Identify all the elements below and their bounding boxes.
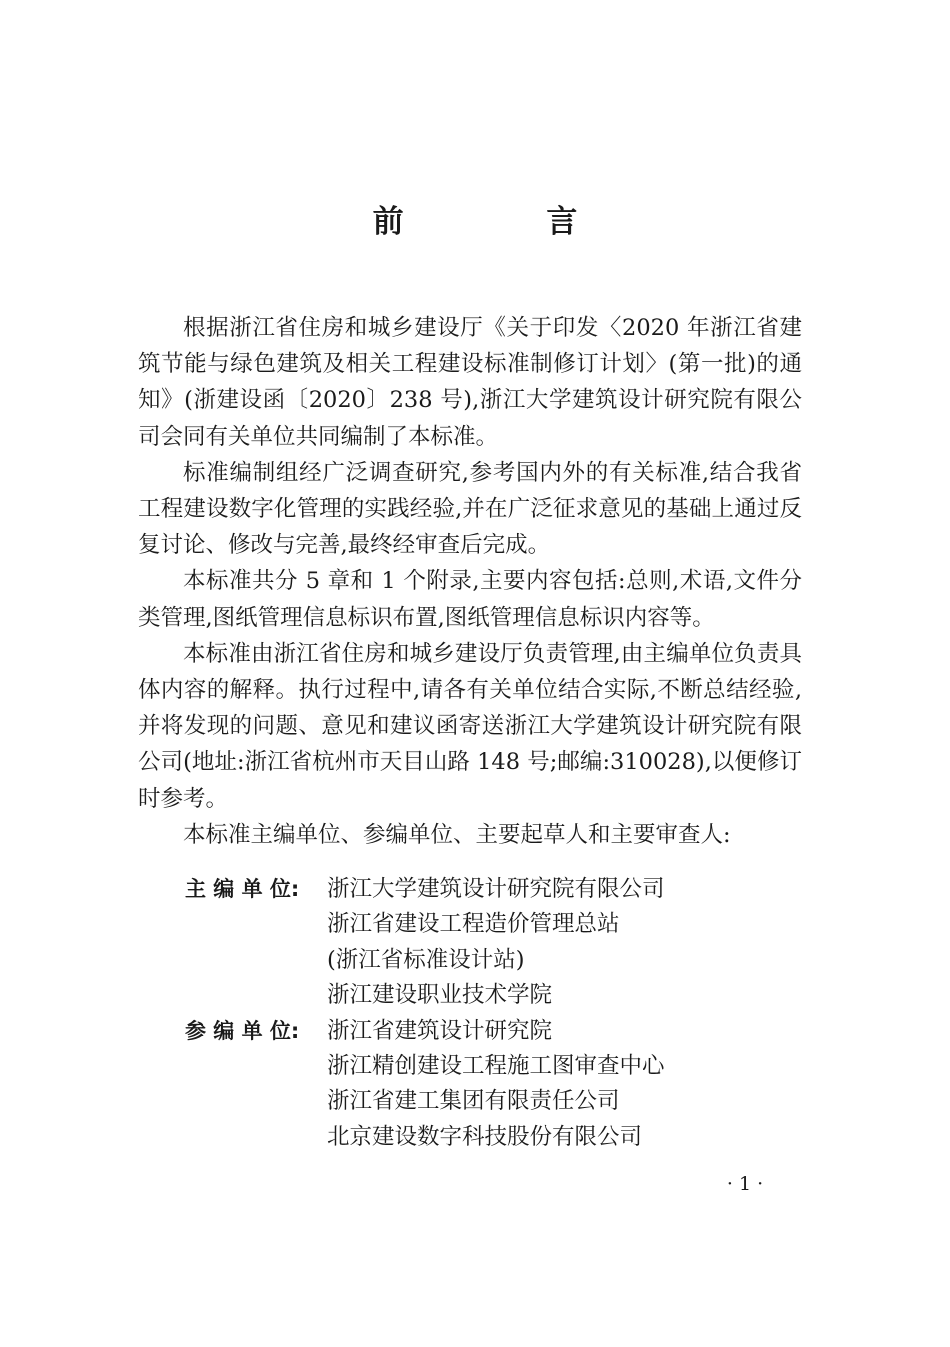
paragraph-management: 本标准由浙江省住房和城乡建设厅负责管理,由主编单位负责具体内容的解释。执行过程中,请各有关单位结合实际,不断总结经验,并将发现的问题、意见和建议函寄送浙江大学建筑设计研究院有限公司(地址:浙江省杭州市天目山路 148 号;邮编:310028),以便修订时参考。 xyxy=(138,640,802,812)
participating-units-group xyxy=(185,1014,785,1156)
paragraph-basis: 根据浙江省住房和城乡建设厅《关于印发〈2020 年浙江省建筑节能与绿色建筑及相关工程建设标准制修订计划〉(第一批)的通知》(浙建设函〔2020〕238 号),浙江大学建筑设计研究院有限公司会同有关单位共同编制了本标准。 xyxy=(138,315,802,450)
chief-unit-item: (浙江省标准设计站) xyxy=(327,946,525,973)
chief-units-list xyxy=(327,872,665,1014)
participating-unit-item: 浙江精创建设工程施工图审查中心 xyxy=(327,1053,665,1080)
chief-unit-item: 浙江省建设工程造价管理总站 xyxy=(327,911,620,938)
paragraph-units-intro: 本标准主编单位、参编单位、主要起草人和主要审查人: xyxy=(183,821,731,848)
chief-units-label: 主 编 单 位: xyxy=(185,877,300,901)
chief-unit-item: 浙江大学建筑设计研究院有限公司 xyxy=(327,876,665,902)
participating-unit-item: 浙江省建工集团有限责任公司 xyxy=(327,1088,620,1115)
paragraph-contents: 本标准共分 5 章和 1 个附录,主要内容包括:总则,术语,文件分类管理,图纸管理信息标识布置,图纸管理信息标识内容等。 xyxy=(138,568,802,631)
participating-units-label: 参 编 单 位: xyxy=(185,1018,300,1043)
chief-units-group xyxy=(185,872,785,1014)
paragraph-research: 标准编制组经广泛调查研究,参考国内外的有关标准,结合我省工程建设数字化管理的实践经验,并在广泛征求意见的基础上通过反复讨论、修改与完善,最终经审查后完成。 xyxy=(138,459,802,559)
chief-unit-item: 浙江建设职业技术学院 xyxy=(327,982,553,1009)
participating-unit-item: 北京建设数字科技股份有限公司 xyxy=(327,1123,643,1150)
page-number: · 1 · xyxy=(726,1173,764,1195)
preface-body xyxy=(138,310,802,853)
page-title: 前 言 xyxy=(372,204,644,240)
units-section xyxy=(185,872,785,1155)
participating-units-list xyxy=(327,1014,665,1156)
participating-unit-item: 浙江省建筑设计研究院 xyxy=(327,1017,553,1044)
